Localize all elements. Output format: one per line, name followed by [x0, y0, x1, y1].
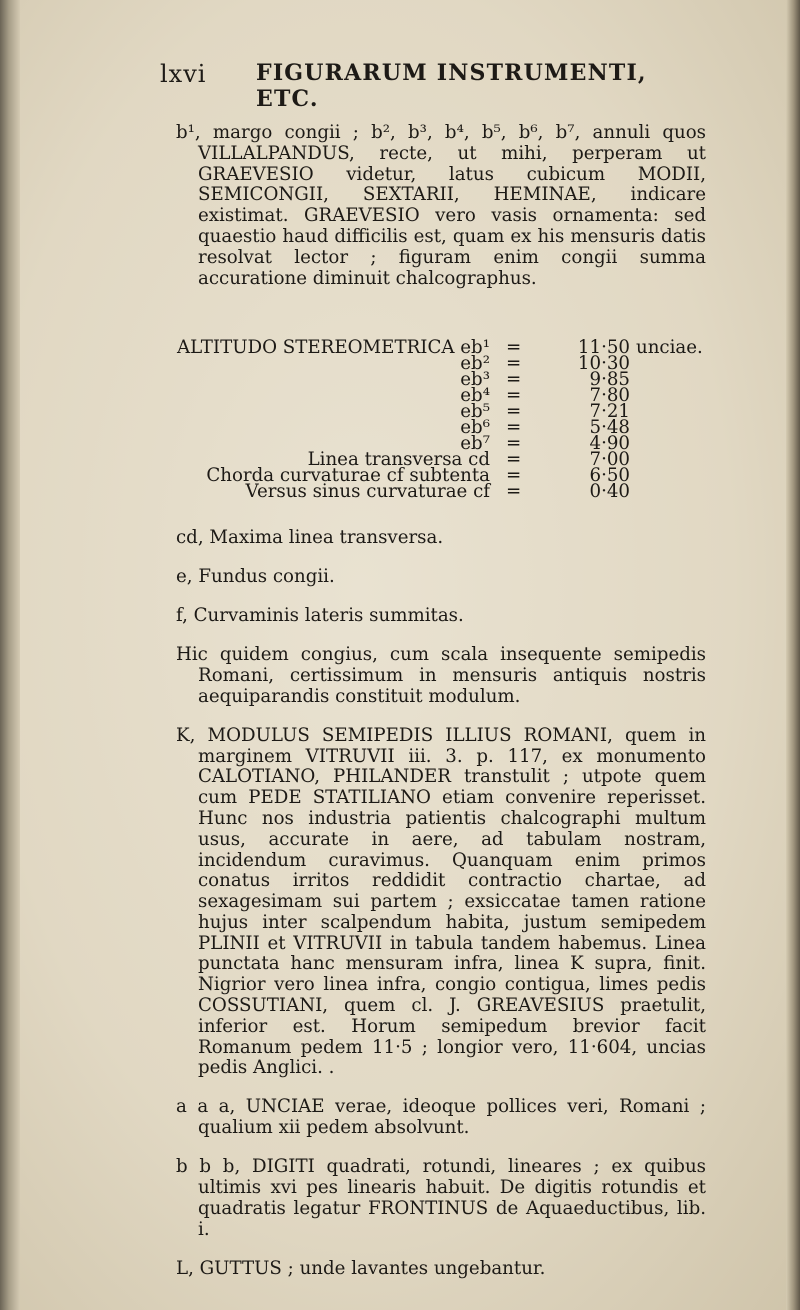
page-right-edge — [786, 0, 800, 1310]
row-equals: = — [506, 449, 522, 470]
page-header — [160, 60, 700, 112]
row-value: 0·40 — [589, 481, 630, 502]
row-label: eb⁴ — [460, 385, 490, 406]
measurement-table — [176, 337, 703, 507]
paragraph-guttus: L, GUTTUS ; unde lavantes ungebantur. — [176, 1257, 546, 1279]
row-label: eb⁷ — [460, 433, 490, 454]
page-left-edge — [0, 0, 20, 1310]
row-equals: = — [506, 369, 522, 390]
row-equals: = — [506, 401, 522, 422]
definition-e: e, Fundus congii. — [176, 566, 335, 588]
row-equals: = — [506, 465, 522, 486]
row-label: Chorda curvaturae cf subtenta — [206, 465, 490, 486]
definition-f: f, Curvaminis lateris summitas. — [176, 605, 464, 627]
row-value: 9·85 — [589, 369, 630, 390]
row-label: eb⁵ — [460, 401, 490, 422]
paragraph-unciae: a a a, UNCIAE verae, ideoque pollices veri, Romani ; qualium xii pedem absolvunt. — [176, 1096, 706, 1139]
row-value: 6·50 — [589, 465, 630, 486]
paragraph-congius: Hic quidem congius, cum scala insequente semipedis Romani, certissimum in mensuris antiquis nostris aequiparandis constituit modulum. — [176, 644, 706, 707]
intro-paragraph — [176, 123, 706, 289]
row-equals: = — [506, 481, 522, 502]
page-number: lxvi — [160, 60, 207, 88]
row-label: eb³ — [460, 369, 490, 390]
definitions-block — [176, 510, 706, 1298]
paragraph-modulus: K, MODULUS SEMIPEDIS ILLIUS ROMANI, quem in marginem VITRUVII iii. 3. p. 117, ex monumento CALOTIANO, PHILANDER transtulit ; utpote quem cum PEDE STATILIANO etiam convenire reperisset. Hunc nos industria patientis chalcographi multum usus, accurate in aere, ad tabulam nostram, incidendum curavimus. Quanquam enim primos conatus irritos reddidit contractio chartae, ad sexagesimam sui partem ; exsiccatae tamen ratione hujus inter scalpendum habita, justum semipedem PLINII et VITRUVII in tabula tandem habemus. Linea punctata hanc mensuram infra, linea K supra, finit. Nigrior vero linea infra, congio contigua, limes pedis COSSUTIANI, quem cl. J. GREAVESIUS praetulit, inferior est. Horum semipedum brevior facit Romanum pedem 11·5 ; longior vero, 11·604, uncias pedis Anglici. . — [176, 724, 706, 1079]
running-title: FIGURARUM INSTRUMENTI, ETC. — [256, 60, 647, 112]
row-equals: = — [506, 385, 522, 406]
definition-cd: cd, Maxima linea transversa. — [176, 527, 444, 549]
row-value: 5·48 — [589, 417, 630, 438]
row-equals: = — [506, 433, 522, 454]
row-label: ALTITUDO STEREOMETRICA eb¹ — [177, 337, 490, 358]
intro-text: b¹, margo congii ; b², b³, b⁴, b⁵, b⁶, b⁷, annuli quos VILLALPANDUS, recte, ut mihi, perperam ut GRAEVESIO videtur, latus cubicum MODII, SEMICONGII, SEXTARII, HEMINAE, indicare existimat. GRAEVESIO vero vasis ornamenta: sed quaestio haud difficilis est, quam ex his mensuris datis resolvat lector ; figuram enim congii summa accuratione diminuit chalcographus. — [176, 122, 706, 289]
table-row — [176, 481, 696, 505]
row-value: 7·80 — [589, 385, 630, 406]
paragraph-digiti: b b b, DIGITI quadrati, rotundi, lineares ; ex quibus ultimis xvi pes linearis habuit. De digitis rotundis et quadratis legatur FRONTINUS de Aquaeductibus, lib. i. — [176, 1156, 706, 1240]
row-label: Versus sinus curvaturae cf — [245, 481, 490, 502]
row-value: 7·00 — [589, 449, 630, 470]
row-value: 7·21 — [589, 401, 630, 422]
row-value: 10·30 — [577, 353, 630, 374]
row-unit: unciae. — [636, 337, 703, 358]
row-value: 11·50 — [577, 337, 630, 358]
row-equals: = — [506, 353, 522, 374]
row-equals: = — [506, 337, 522, 358]
row-value: 4·90 — [589, 433, 630, 454]
row-equals: = — [506, 417, 522, 438]
row-label: eb² — [460, 353, 490, 374]
row-label: Linea transversa cd — [307, 449, 490, 470]
row-label: eb⁶ — [460, 417, 490, 438]
